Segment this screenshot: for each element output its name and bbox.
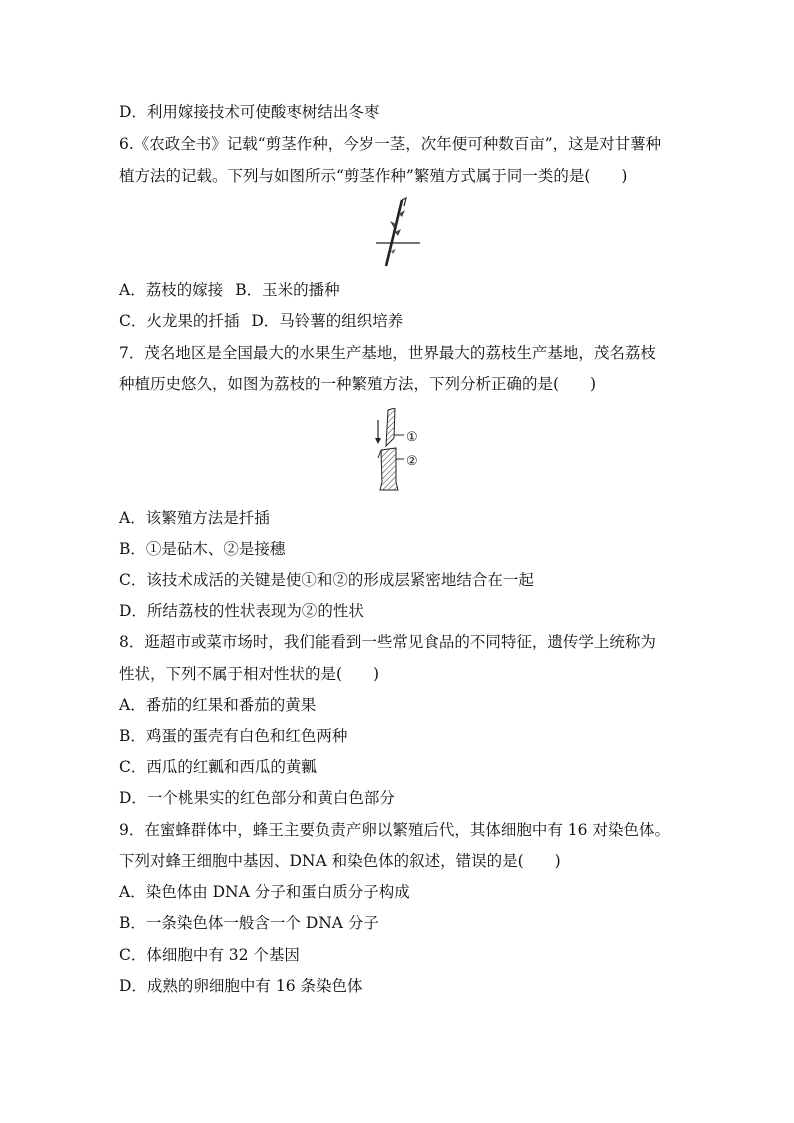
q6-option-c: C．火龙果的扦插	[119, 312, 240, 330]
q7-figure-label-2: ②	[406, 454, 418, 469]
q6-options-ab	[119, 280, 340, 300]
q7-option-b: B．①是砧木、②是接穗	[119, 540, 286, 558]
q7-stem-line1: 7．茂名地区是全国最大的水果生产基地，世界最大的荔枝生产基地，茂名荔枝	[119, 344, 656, 362]
q6-option-d: D．马铃薯的组织培养	[251, 312, 404, 330]
q9-option-b: B．一条染色体一般含一个 DNA 分子	[119, 914, 379, 932]
q8-stem-line1: 8．逛超市或菜市场时，我们能看到一些常见食品的不同特征，遗传学上统称为	[119, 633, 656, 651]
stem-cutting-icon	[368, 196, 424, 272]
q8-option-c: C．西瓜的红瓤和西瓜的黄瓤	[119, 758, 317, 776]
q5-option-d: D．利用嫁接技术可使酸枣树结出冬枣	[119, 103, 380, 121]
q8-stem-line2: 性状，下列不属于相对性状的是( )	[119, 665, 380, 683]
q7-figure-label-1: ①	[406, 430, 418, 445]
q9-stem-line2: 下列对蜂王细胞中基因、DNA 和染色体的叙述，错误的是( )	[119, 852, 561, 870]
grafting-icon	[368, 408, 428, 492]
q7-option-a: A．该繁殖方法是扦插	[119, 509, 270, 527]
q6-stem-line1: 6.《农政全书》记载“剪茎作种，今岁一茎，次年便可种数百亩”，这是对甘薯种	[119, 135, 662, 153]
q6-option-b: B．玉米的播种	[235, 281, 340, 299]
q9-option-d: D．成熟的卵细胞中有 16 条染色体	[119, 977, 363, 995]
q7-option-c: C．该技术成活的关键是使①和②的形成层紧密地结合在一起	[119, 571, 534, 589]
q8-option-a: A．番茄的红果和番茄的黄果	[119, 696, 317, 714]
q9-stem-line1: 9．在蜜蜂群体中，蜂王主要负责产卵以繁殖后代，其体细胞中有 16 对染色体。	[119, 821, 670, 839]
q9-option-c: C．体细胞中有 32 个基因	[119, 946, 300, 964]
q6-option-a: A．荔枝的嫁接	[119, 281, 224, 299]
q7-stem-line2: 种植历史悠久，如图为荔枝的一种繁殖方法，下列分析正确的是( )	[119, 375, 597, 393]
q6-stem-line2: 植方法的记载。下列与如图所示“剪茎作种”繁殖方式属于同一类的是( )	[119, 167, 628, 185]
q6-options-cd	[119, 311, 403, 331]
q8-option-b: B．鸡蛋的蛋壳有白色和红色两种	[119, 727, 348, 745]
q9-option-a: A．染色体由 DNA 分子和蛋白质分子构成	[119, 883, 410, 901]
q8-option-d: D．一个桃果实的红色部分和黄白色部分	[119, 789, 395, 807]
q7-option-d: D．所结荔枝的性状表现为②的性状	[119, 602, 364, 620]
